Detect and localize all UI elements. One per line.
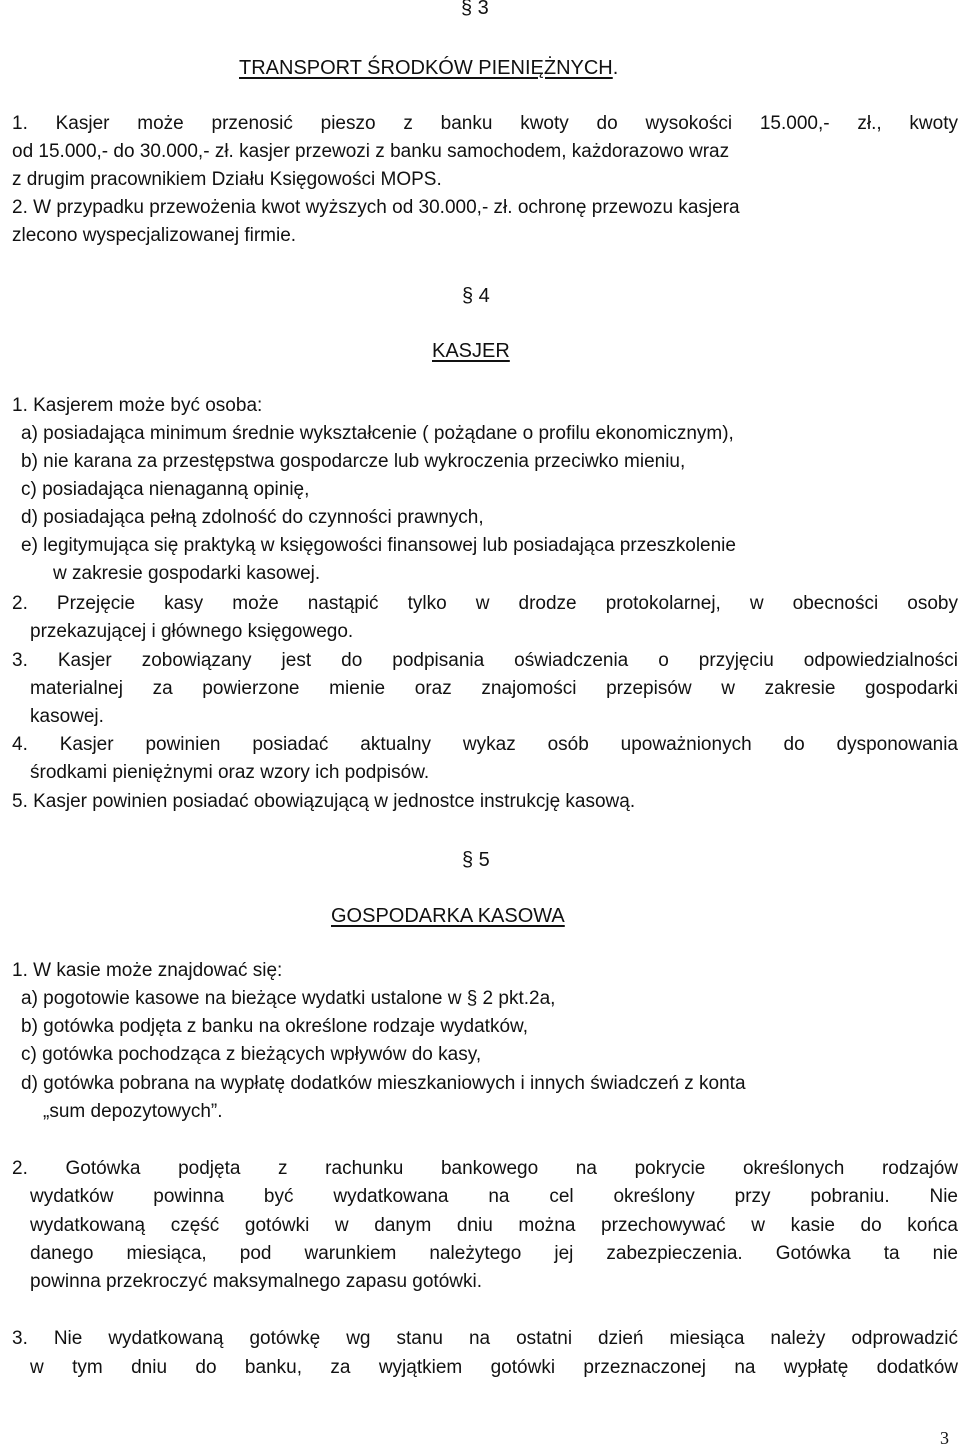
sec4-point-5: 5. Kasjer powinien posiadać obowiązującą w jednostce instrukcję kasową. xyxy=(12,791,636,812)
section-4-title: KASJER xyxy=(432,340,510,362)
sec4-point-4-cont: środkami pieniężnymi oraz wzory ich podpisów. xyxy=(30,762,430,783)
section-4-heading: § 4 xyxy=(462,285,490,307)
sec4-point-2: 2. Przejęcie kasy może nastąpić tylko w drodze protokolarnej, w obecności osoby xyxy=(12,593,958,614)
sec4-item-a: a) posiadająca minimum średnie wykształcenie ( pożądane o profilu ekonomicznym), xyxy=(21,423,734,444)
sec4-item-e: e) legitymująca się praktyką w księgowości finansowej lub posiadająca przeszkolenie xyxy=(21,535,736,556)
sec4-item-d: d) posiadająca pełną zdolność do czynności prawnych, xyxy=(21,507,484,528)
sec4-point-3-cont: materialnej za powierzone mienie oraz znajomości przepisów w zakresie gospodarki xyxy=(30,678,958,699)
sec5-point-3-cont: w tym dniu do banku, za wyjątkiem gotówki przeznaczonej na wypłatę dodatków xyxy=(30,1357,958,1378)
sec3-line-5: zlecono wyspecjalizowanej firmie. xyxy=(12,225,297,246)
section-5-title: GOSPODARKA KASOWA xyxy=(331,905,565,927)
sec4-item-b: b) nie karana za przestępstwa gospodarcze lub wykroczenia przeciwko mieniu, xyxy=(21,451,686,472)
sec4-point-2-cont: przekazującej i głównego księgowego. xyxy=(30,621,354,642)
sec5-point-2-cont-3: danego miesiąca, pod warunkiem należytego jej zabezpieczenia. Gotówka ta nie xyxy=(30,1243,958,1264)
sec5-item-b: b) gotówka podjęta z banku na określone rodzaje wydatków, xyxy=(21,1016,528,1037)
sec5-item-d: d) gotówka pobrana na wypłatę dodatków mieszkaniowych i innych świadczeń z konta xyxy=(21,1073,746,1094)
sec5-line-1: 1. W kasie może znajdować się: xyxy=(12,960,283,981)
sec3-line-4: 2. W przypadku przewożenia kwot wyższych od 30.000,- zł. ochronę przewozu kasjera xyxy=(12,197,740,218)
sec4-point-3-cont-2: kasowej. xyxy=(30,706,104,727)
section-3-heading: § 3 xyxy=(461,0,489,19)
sec4-line-1: 1. Kasjerem może być osoba: xyxy=(12,395,263,416)
sec4-item-e-cont: w zakresie gospodarki kasowej. xyxy=(53,563,321,584)
sec3-line-1: 1. Kasjer może przenosić pieszo z banku kwoty do wysokości 15.000,- zł., kwoty xyxy=(12,113,958,134)
page-number: 3 xyxy=(940,1428,949,1448)
sec3-line-2: od 15.000,- do 30.000,- zł. kasjer przewozi z banku samochodem, każdorazowo wraz xyxy=(12,141,730,162)
sec5-item-a: a) pogotowie kasowe na bieżące wydatki ustalone w § 2 pkt.2a, xyxy=(21,988,556,1009)
sec5-point-2: 2. Gotówka podjęta z rachunku bankowego na pokrycie określonych rodzajów xyxy=(12,1158,958,1179)
sec4-point-4: 4. Kasjer powinien posiadać aktualny wykaz osób upoważnionych do dysponowania xyxy=(12,734,958,755)
sec5-point-2-cont-1: wydatków powinna być wydatkowana na cel określony przy pobraniu. Nie xyxy=(30,1186,958,1207)
sec4-item-c: c) posiadająca nienaganną opinię, xyxy=(21,479,310,500)
section-3-title-period: . xyxy=(612,57,619,79)
section-5-heading: § 5 xyxy=(462,849,490,871)
sec5-item-d-cont: „sum depozytowych”. xyxy=(43,1101,223,1122)
sec4-point-3: 3. Kasjer zobowiązany jest do podpisania oświadczenia o przyjęciu odpowiedzialności xyxy=(12,650,958,671)
sec5-point-3: 3. Nie wydatkowaną gotówkę wg stanu na ostatni dzień miesiąca należy odprowadzić xyxy=(12,1328,958,1349)
sec5-point-2-cont-4: powinna przekroczyć maksymalnego zapasu gotówki. xyxy=(30,1271,482,1292)
section-3-title-text: TRANSPORT ŚRODKÓW PIENIĘŻNYCH xyxy=(239,57,613,79)
sec5-point-2-cont-2: wydatkowaną część gotówki w danym dniu można przechowywać w kasie do końca xyxy=(30,1215,958,1236)
sec3-line-3: z drugim pracownikiem Działu Księgowości MOPS. xyxy=(12,169,442,190)
section-3-title xyxy=(239,54,618,82)
sec5-item-c: c) gotówka pochodząca z bieżących wpływów do kasy, xyxy=(21,1044,482,1065)
